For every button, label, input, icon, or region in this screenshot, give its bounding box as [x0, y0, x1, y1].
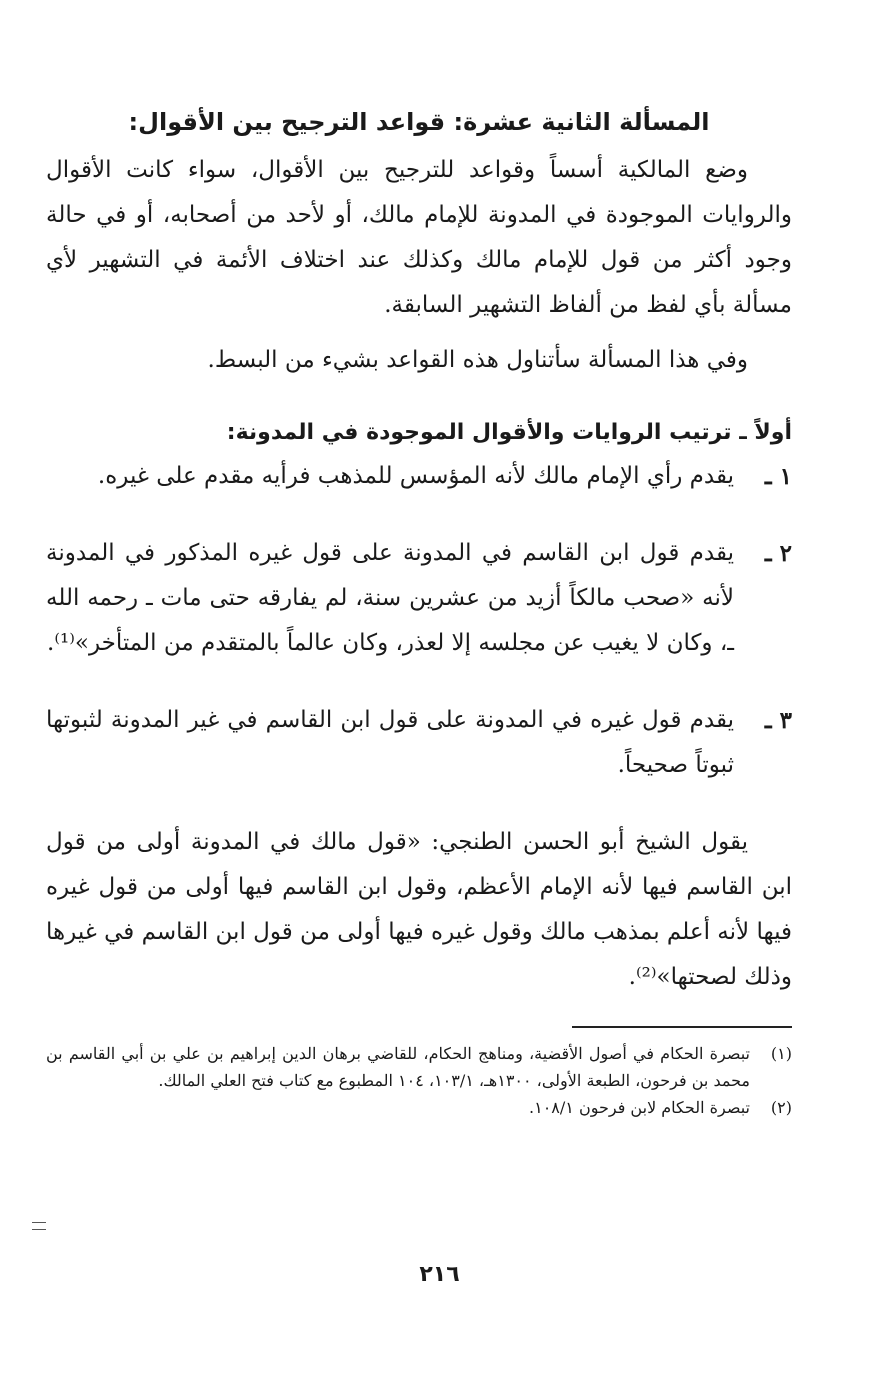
page-number: ٢١٦	[419, 1262, 460, 1287]
list-item-text: يقدم قول ابن القاسم في المدونة على قول غيره المذكور في المدونة لأنه «صحب مالكاً أزيد من عشرين سنة، لم يفارقه حتى مات ـ رحمه الله ـ، وكان لا يغيب عن مجلسه إلا لعذر، وكان عالماً بالمتقدم من المتأخر»⁽¹⁾.	[46, 539, 734, 656]
quote-paragraph: يقول الشيخ أبو الحسن الطنجي: «قول مالك في المدونة أولى من قول ابن القاسم فيها لأنه الإمام الأعظم، وقول ابن القاسم فيها أولى من قول غيره فيها لأنه أعلم بمذهب مالك وقول غيره فيها أولى من قول ابن القاسم في غيرها وذلك لصحتها»⁽²⁾.	[46, 828, 792, 990]
list-item-number: ١ ـ	[764, 462, 792, 490]
spacer	[46, 788, 792, 820]
list-item	[46, 454, 792, 499]
spacer	[46, 666, 792, 698]
list-item-text: يقدم رأي الإمام مالك لأنه المؤسس للمذهب فرأيه مقدم على غيره.	[97, 462, 734, 489]
margin-mark	[32, 1222, 46, 1230]
footnote	[46, 1094, 792, 1121]
page-content	[46, 100, 792, 1121]
list-item	[46, 531, 792, 666]
spacer	[46, 328, 792, 338]
intro-paragraph-2: وفي هذا المسألة سأتناول هذه القواعد بشيء من البسط.	[207, 346, 748, 373]
footnote-text: تبصرة الحكام في أصول الأقضية، ومناهج الحكام، للقاضي برهان الدين إبراهيم بن علي بن أبي القاسم بن محمد بن فرحون، الطبعة الأولى، ١٣٠٠هـ، ١٠٣/١، ١٠٤ المطبوع مع كتاب فتح العلي المالك.	[46, 1043, 750, 1090]
footnote-number: (٢)	[770, 1097, 792, 1117]
spacer	[46, 499, 792, 531]
spacer	[46, 383, 792, 415]
list-item-text: يقدم قول غيره في المدونة على قول ابن القاسم في غير المدونة لثبوتها ثبوتاً صحيحاً.	[46, 706, 734, 778]
footnote-separator	[572, 1026, 792, 1028]
list-item-number: ٢ ـ	[764, 539, 792, 567]
list-item-number: ٣ ـ	[764, 706, 792, 734]
footnote-text: تبصرة الحكام لابن فرحون ١٠٨/١.	[529, 1097, 750, 1117]
subsection-title: أولاً ـ ترتيب الروايات والأقوال الموجودة في المدونة:	[226, 419, 792, 445]
footnote	[46, 1040, 792, 1094]
footnote-number: (١)	[770, 1043, 792, 1063]
section-heading: المسألة الثانية عشرة: قواعد الترجيح بين الأقوال:	[128, 108, 710, 136]
list-item	[46, 698, 792, 788]
intro-paragraph: وضع المالكية أسساً وقواعد للترجيح بين الأقوال، سواء كانت الأقوال والروايات الموجودة في المدونة للإمام مالك، أو لأحد من أصحابه، أو في حالة وجود أكثر من قول للإمام مالك وكذلك عند اختلاف الأئمة في التشهير لأي مسألة بأي لفظ من ألفاظ التشهير السابقة.	[46, 156, 792, 318]
